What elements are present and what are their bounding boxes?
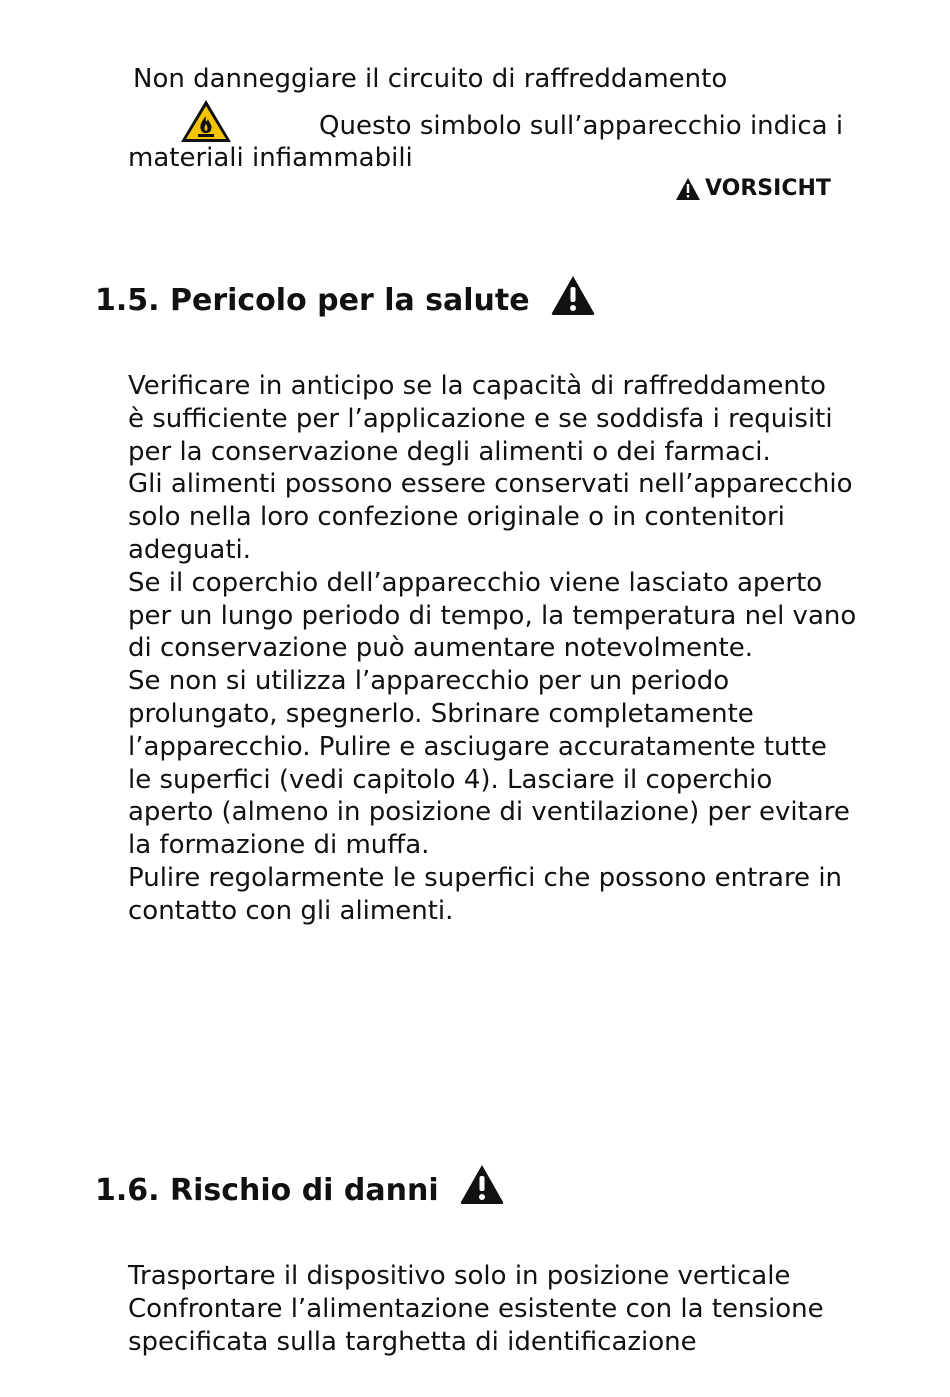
paragraph-line: la formazione di muffa. [128,830,430,861]
section-body-damage-risk [128,1260,918,1358]
section-heading-damage-risk [95,1170,505,1212]
paragraph-line: Pulire regolarmente le superfici che possono entrare in [128,862,843,893]
section-body-health-hazard [128,370,918,928]
paragraph-line: l’apparecchio. Pulire e asciugare accuratamente tutte [128,731,827,762]
section-title: 1.5. Pericolo per la salute [95,283,530,318]
paragraph-line: Gli alimenti possono essere conservati nell’apparecchio [128,469,853,500]
paragraph-line: per la conservazione degli alimenti o dei farmaci. [128,436,771,467]
warning-icon [675,177,701,201]
intro-line-cooling-circuit: Non danneggiare il circuito di raffreddamento [133,64,728,94]
paragraph-line: Se non si utilizza l’apparecchio per un periodo [128,666,730,697]
paragraph-line: Trasportare il dispositivo solo in posizione verticale [128,1261,791,1291]
flammable-warning-icon [178,97,234,145]
caution-label [675,174,831,204]
paragraph-line: Se il coperchio dell’apparecchio viene lasciato aperto [128,567,823,598]
paragraph-line: le superfici (vedi capitolo 4). Lasciare il coperchio [128,764,773,795]
intro-symbol-text-continued: materiali infiammabili [128,143,413,173]
paragraph-line: di conservazione può aumentare notevolmente. [128,633,753,664]
intro-symbol-text: Questo simbolo sull’apparecchio indica i [319,111,844,141]
paragraph-line: solo nella loro confezione originale o in contenitori [128,502,785,533]
warning-icon [459,1163,505,1205]
section-heading-health-hazard [95,280,596,322]
section-title: 1.6. Rischio di danni [95,1173,439,1208]
paragraph-line: per un lungo periodo di tempo, la temperatura nel vano [128,600,857,631]
paragraph-line: specificata sulla targhetta di identificazione [128,1326,697,1357]
warning-icon [550,274,596,316]
caution-text: VORSICHT [705,176,831,201]
paragraph-line: prolungato, spegnerlo. Sbrinare completamente [128,698,754,729]
paragraph-line: Confrontare l’alimentazione esistente con la tensione [128,1293,824,1324]
paragraph-line: adeguati. [128,534,252,565]
paragraph-line: contatto con gli alimenti. [128,895,454,926]
paragraph-line: Verificare in anticipo se la capacità di raffreddamento [128,371,826,401]
paragraph-line: è sufficiente per l’applicazione e se soddisfa i requisiti [128,403,833,434]
paragraph-line: aperto (almeno in posizione di ventilazione) per evitare [128,797,850,828]
